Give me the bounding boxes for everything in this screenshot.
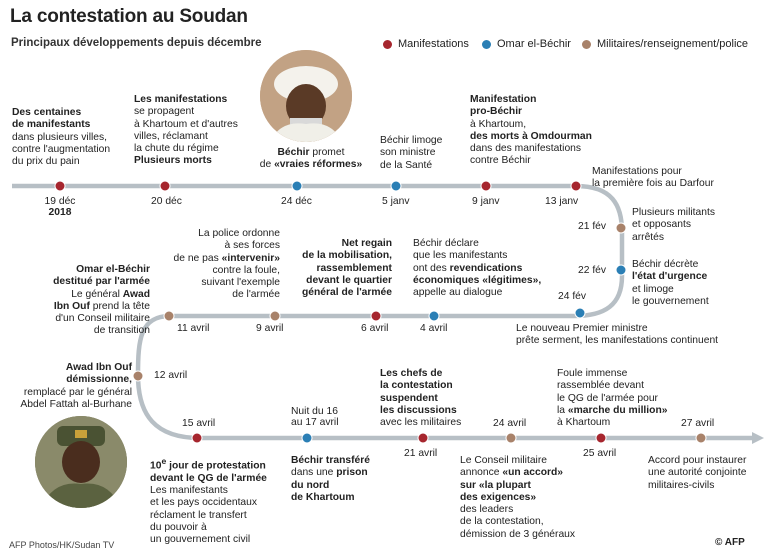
event-text-segment: du nord (291, 479, 330, 491)
timeline-dot-e19 (596, 433, 606, 443)
timeline-dot-e15 (192, 433, 202, 443)
event-text-11-avril (40, 264, 150, 338)
timeline-dot-e17 (418, 433, 428, 443)
event-line (272, 263, 392, 275)
event-text-segment: se propagent (134, 106, 195, 118)
timeline-arrowhead (752, 432, 764, 444)
event-line (272, 250, 392, 262)
event-line (10, 374, 132, 386)
event-text-segment: Béchir limoge (380, 135, 443, 146)
timeline-dot-e1 (55, 181, 65, 191)
event-text-segment: le QG de l'armée pour (557, 392, 658, 404)
event-line (170, 253, 280, 265)
event-line (170, 265, 280, 277)
event-line (460, 529, 575, 541)
event-line (648, 455, 746, 467)
event-text-segment: à ses forces (224, 240, 280, 252)
timeline-dot-e16 (302, 433, 312, 443)
timeline-dot-e5 (481, 181, 491, 191)
event-line (134, 131, 238, 143)
event-text-9-avril (170, 228, 280, 302)
page-subtitle: Principaux développements depuis décembre (11, 37, 262, 49)
event-line (632, 271, 709, 283)
event-text-segment: promet (309, 147, 345, 158)
event-text-20-dec (134, 94, 238, 168)
event-line (380, 417, 461, 429)
event-text-4-avril (413, 238, 541, 299)
event-line (150, 510, 267, 522)
event-line (40, 276, 150, 288)
event-text-segment: Le général (71, 288, 123, 300)
event-line (291, 455, 370, 467)
date-label-9-janv: 9 janv (472, 196, 500, 207)
event-text-segment: prête serment, les manifestations continuent (516, 335, 719, 347)
event-line (470, 143, 592, 155)
event-text-segment: une autorité conjointe (648, 467, 747, 479)
event-line (150, 485, 267, 497)
event-line (592, 178, 714, 190)
event-text-segment: de manifestants (12, 119, 91, 131)
timeline-dot-e8 (616, 265, 626, 275)
event-line (272, 287, 392, 299)
event-text-segment: Plusieurs militants (632, 207, 715, 218)
event-line (380, 160, 442, 172)
event-line (10, 362, 132, 374)
event-text-segment: Le nouveau Premier ministre (516, 323, 648, 334)
event-text-24-fev (516, 323, 718, 348)
event-line (470, 119, 592, 131)
event-line (380, 393, 461, 405)
legend-label: Militaires/renseignement/police (597, 38, 749, 50)
event-line (413, 250, 541, 262)
event-line (460, 516, 575, 528)
date-label-24-dec: 24 déc (281, 196, 312, 207)
event-text-24-dec (258, 147, 364, 172)
event-line (380, 147, 442, 159)
event-text-segment: devant le QG de l'armée (150, 472, 267, 484)
event-text-segment: des morts à Omdourman (470, 130, 592, 142)
event-text-6-avril (272, 238, 392, 299)
date-label-13-janv: 13 janv (545, 196, 579, 207)
event-text-21-avril (380, 368, 461, 429)
event-text-segment: la (557, 404, 568, 416)
date-label-21-avril: 21 avril (404, 448, 438, 459)
event-text-segment: «marche du million» (567, 404, 668, 416)
event-line (413, 287, 541, 299)
event-line (460, 492, 575, 504)
event-line (460, 480, 575, 492)
event-line (170, 240, 280, 252)
event-line (380, 135, 442, 147)
event-text-segment: rassemblement (316, 262, 392, 274)
timeline-dot-e20 (696, 433, 706, 443)
timeline-dot-e10 (429, 311, 439, 321)
date-label-19-dec (42, 196, 78, 218)
event-text-25-avril (557, 368, 667, 429)
date-label-27-avril: 27 avril (681, 418, 715, 429)
event-text-segment: avec les militaires (380, 417, 462, 429)
event-line (470, 94, 592, 106)
event-line (150, 497, 267, 509)
event-text-segment: des leaders (460, 504, 514, 516)
event-text-segment: «intervenir» (221, 252, 280, 264)
event-text-16-17-avril (291, 455, 370, 504)
event-text-segment: Béchir décrète (632, 259, 699, 270)
event-line (632, 296, 709, 308)
timeline-dot-e6 (571, 181, 581, 191)
date-label-21-fev: 21 fév (578, 221, 607, 232)
event-line (557, 417, 667, 429)
event-text-segment: à Khartoum, (470, 118, 527, 130)
date-label-24-avril: 24 avril (493, 418, 527, 429)
event-line (291, 467, 370, 479)
event-text-segment: d'un Conseil militaire (55, 313, 150, 325)
event-line (10, 399, 132, 411)
date-text: au 17 avril (291, 417, 339, 428)
date-label-20-dec: 20 déc (151, 196, 182, 207)
event-text-22-fev (632, 259, 709, 308)
event-line (12, 107, 110, 119)
event-text-segment: de ne pas (173, 252, 222, 264)
date-label-22-fev: 22 fév (578, 265, 607, 276)
timeline-dot-e14 (133, 371, 143, 381)
event-text-segment: Awad (122, 288, 150, 300)
event-line (470, 131, 592, 143)
event-text-segment: Béchir (277, 147, 310, 158)
timeline-dot-e2 (160, 181, 170, 191)
event-text-19-dec (12, 107, 110, 168)
event-text-segment: du prix du pain (12, 156, 80, 168)
event-text-27-avril (648, 455, 746, 492)
event-line (12, 144, 110, 156)
event-text-segment: de transition (93, 325, 150, 337)
event-text-segment: à Khartoum (557, 417, 611, 429)
event-text-segment: de Khartoum (291, 491, 355, 503)
event-text-segment: Awad Ibn Ouf (65, 362, 132, 373)
date-label-12-avril: 12 avril (154, 370, 188, 381)
event-text-segment: Plusieurs morts (134, 155, 212, 167)
event-text-segment: le gouvernement (632, 295, 709, 307)
event-text-12-avril (10, 362, 132, 411)
afp-logo: © AFP (715, 537, 745, 548)
event-line (470, 155, 592, 167)
event-text-segment: économiques «légitimes», (413, 274, 542, 286)
event-text-5-janv (380, 135, 442, 172)
date-label-11-avril: 11 avril (177, 323, 210, 334)
event-text-segment: destitué par l'armée (53, 276, 150, 288)
event-text-segment: et opposants (632, 219, 691, 231)
event-text-segment: Accord pour instaurer (648, 455, 747, 466)
event-line (413, 275, 541, 287)
event-line (380, 405, 461, 417)
year-text: 2018 (48, 207, 72, 218)
event-text-segment: sur «la plupart (460, 479, 531, 491)
event-text-segment: de la contestation, (460, 516, 544, 528)
event-line (258, 159, 364, 171)
event-text-segment: de l'armée (232, 289, 280, 301)
event-line (150, 473, 267, 485)
timeline-dot-e13 (164, 311, 174, 321)
timeline-dot-e11 (371, 311, 381, 321)
event-line (170, 289, 280, 301)
event-text-segment: Béchir déclare (413, 238, 479, 249)
event-text-segment: dans des manifestations (470, 143, 582, 155)
event-line (134, 119, 238, 131)
event-text-segment: suivant l'exemple (201, 277, 280, 289)
event-line (134, 106, 238, 118)
event-line (40, 289, 150, 301)
event-text-segment: Les chefs de (380, 368, 443, 379)
event-text-segment: et les pays occidentaux (150, 497, 258, 509)
event-text-segment: Ibn Ouf (53, 300, 90, 312)
timeline-dot-e18 (506, 433, 516, 443)
event-text-9-janv (470, 94, 592, 168)
photo-credit: AFP Photos/HK/Sudan TV (9, 540, 115, 550)
event-text-segment: Abdel Fattah al-Burhane (20, 398, 132, 410)
event-text-segment: de la Santé (380, 159, 433, 171)
date-text: Nuit du 16 (291, 406, 338, 417)
event-line (516, 323, 718, 335)
event-line (516, 335, 718, 347)
event-text-segment: annonce (460, 467, 503, 479)
event-line (380, 368, 461, 380)
event-line (557, 368, 667, 380)
event-line (150, 522, 267, 534)
event-text-segment: démissionne, (66, 374, 132, 386)
event-text-segment: la chute du régime (134, 143, 219, 155)
event-text-segment: «un accord» (502, 467, 564, 479)
event-line (632, 207, 715, 219)
event-line (557, 380, 667, 392)
event-text-segment: pro-Béchir (470, 106, 523, 118)
event-text-segment: militaires-civils (648, 479, 715, 491)
bashir-photo (260, 50, 352, 142)
event-line (592, 166, 714, 178)
event-line (272, 238, 392, 250)
event-text-segment: réclament le transfert (150, 509, 247, 521)
event-text-segment: démission de 3 généraux (460, 528, 576, 540)
date-label-16-17-avril (291, 406, 339, 428)
event-line (648, 467, 746, 479)
timeline-dot-e9 (575, 308, 585, 318)
burhane-photo (35, 416, 127, 508)
event-text-21-fev (632, 207, 715, 244)
event-line (557, 393, 667, 405)
date-label-25-avril: 25 avril (583, 448, 617, 459)
event-line (40, 313, 150, 325)
event-line (40, 301, 150, 313)
event-text-segment: de la mobilisation, (302, 250, 392, 262)
event-line (12, 119, 110, 131)
event-text-segment: les discussions (380, 404, 457, 416)
event-text-segment: Béchir transféré (291, 455, 370, 466)
event-text-segment: e (161, 456, 167, 466)
event-line (460, 455, 575, 467)
event-text-segment: Les manifestants (150, 485, 228, 497)
page-title: La contestation au Soudan (10, 6, 248, 27)
event-line (12, 156, 110, 168)
event-line (291, 480, 370, 492)
event-text-segment: que les manifestants (413, 250, 508, 262)
event-line (170, 277, 280, 289)
event-line (460, 504, 575, 516)
event-text-segment: Manifestations pour (592, 166, 682, 177)
timeline-dot-e12 (270, 311, 280, 321)
event-text-segment: contre Béchir (470, 155, 531, 167)
legend-label: Omar el-Béchir (497, 38, 571, 50)
event-line (272, 275, 392, 287)
event-line (291, 492, 370, 504)
event-text-segment: du pouvoir à (150, 521, 207, 533)
event-text-segment: La police ordonne (198, 228, 280, 239)
event-text-segment: son ministre (380, 147, 436, 159)
event-line (134, 143, 238, 155)
event-line (632, 259, 709, 271)
event-text-segment: général de l'armée (301, 287, 392, 299)
event-text-segment: suspendent (380, 392, 438, 404)
date-label-5-janv: 5 janv (382, 196, 410, 207)
timeline-dot-e7 (616, 223, 626, 233)
event-text-segment: un gouvernement civil (150, 534, 251, 546)
date-label-4-avril: 4 avril (420, 323, 448, 334)
event-text-segment: remplacé par le général (23, 386, 132, 398)
event-text-segment: prison (336, 467, 368, 479)
event-text-segment: 10 (150, 460, 162, 472)
date-label-24-fev: 24 fév (558, 291, 587, 302)
event-text-segment: et limoge (632, 283, 674, 295)
event-line (632, 284, 709, 296)
event-text-segment: l'état d'urgence (632, 271, 708, 283)
event-text-13-janv (592, 166, 714, 191)
event-line (150, 534, 267, 546)
date-label-9-avril: 9 avril (256, 323, 284, 334)
event-text-segment: revendications (449, 262, 523, 274)
event-text-15-avril (150, 455, 267, 547)
event-text-segment: rassemblée devant (557, 380, 645, 392)
event-text-segment: Net regain (341, 238, 392, 249)
event-line (134, 94, 238, 106)
event-line (460, 467, 575, 479)
event-text-segment: villes, réclamant (134, 130, 208, 142)
event-text-segment: Le Conseil militaire (460, 455, 547, 466)
event-text-segment: la contestation (380, 380, 453, 392)
event-text-24-avril (460, 455, 575, 541)
event-text-segment: «vraies réformes» (274, 159, 363, 171)
event-text-segment: arrêtés (632, 231, 665, 243)
event-text-segment: dans plusieurs villes, (12, 131, 108, 143)
date-label-15-avril: 15 avril (182, 418, 216, 429)
event-text-segment: la première fois au Darfour (592, 178, 714, 190)
event-text-segment: Foule immense (557, 368, 628, 379)
event-text-segment: Manifestation (470, 94, 537, 105)
event-text-segment: des exigences» (460, 491, 537, 503)
timeline-dot-e4 (391, 181, 401, 191)
event-text-segment: de (259, 159, 275, 171)
event-line (40, 264, 150, 276)
date-text: 19 déc (44, 196, 76, 207)
date-label-6-avril: 6 avril (361, 323, 389, 334)
event-line (134, 155, 238, 167)
event-text-segment: devant le quartier (306, 274, 392, 286)
event-text-segment: jour de protestation (166, 460, 266, 472)
event-text-segment: ont des (413, 262, 450, 274)
event-text-segment: à Khartoum et d'autres (134, 118, 238, 130)
event-line (470, 106, 592, 118)
event-line (557, 405, 667, 417)
event-text-segment: prend la tête (89, 300, 150, 312)
legend-label: Manifestations (398, 38, 469, 50)
event-line (648, 480, 746, 492)
event-text-segment: contre la foule, (212, 264, 280, 276)
event-line (10, 387, 132, 399)
event-text-segment: contre l'augmentation (12, 143, 111, 155)
event-line (12, 132, 110, 144)
event-text-segment: Des centaines (12, 107, 82, 118)
event-line (150, 455, 267, 473)
event-line (413, 263, 541, 275)
event-text-segment: appelle au dialogue (413, 287, 503, 299)
event-line (258, 147, 364, 159)
event-text-segment: dans une (291, 467, 337, 479)
event-line (40, 325, 150, 337)
event-line (380, 380, 461, 392)
event-line (632, 232, 715, 244)
timeline-dot-e3 (292, 181, 302, 191)
event-line (632, 219, 715, 231)
event-line (413, 238, 541, 250)
event-text-segment: Les manifestations (134, 94, 228, 105)
event-text-segment: Omar el-Béchir (76, 264, 150, 275)
event-line (170, 228, 280, 240)
